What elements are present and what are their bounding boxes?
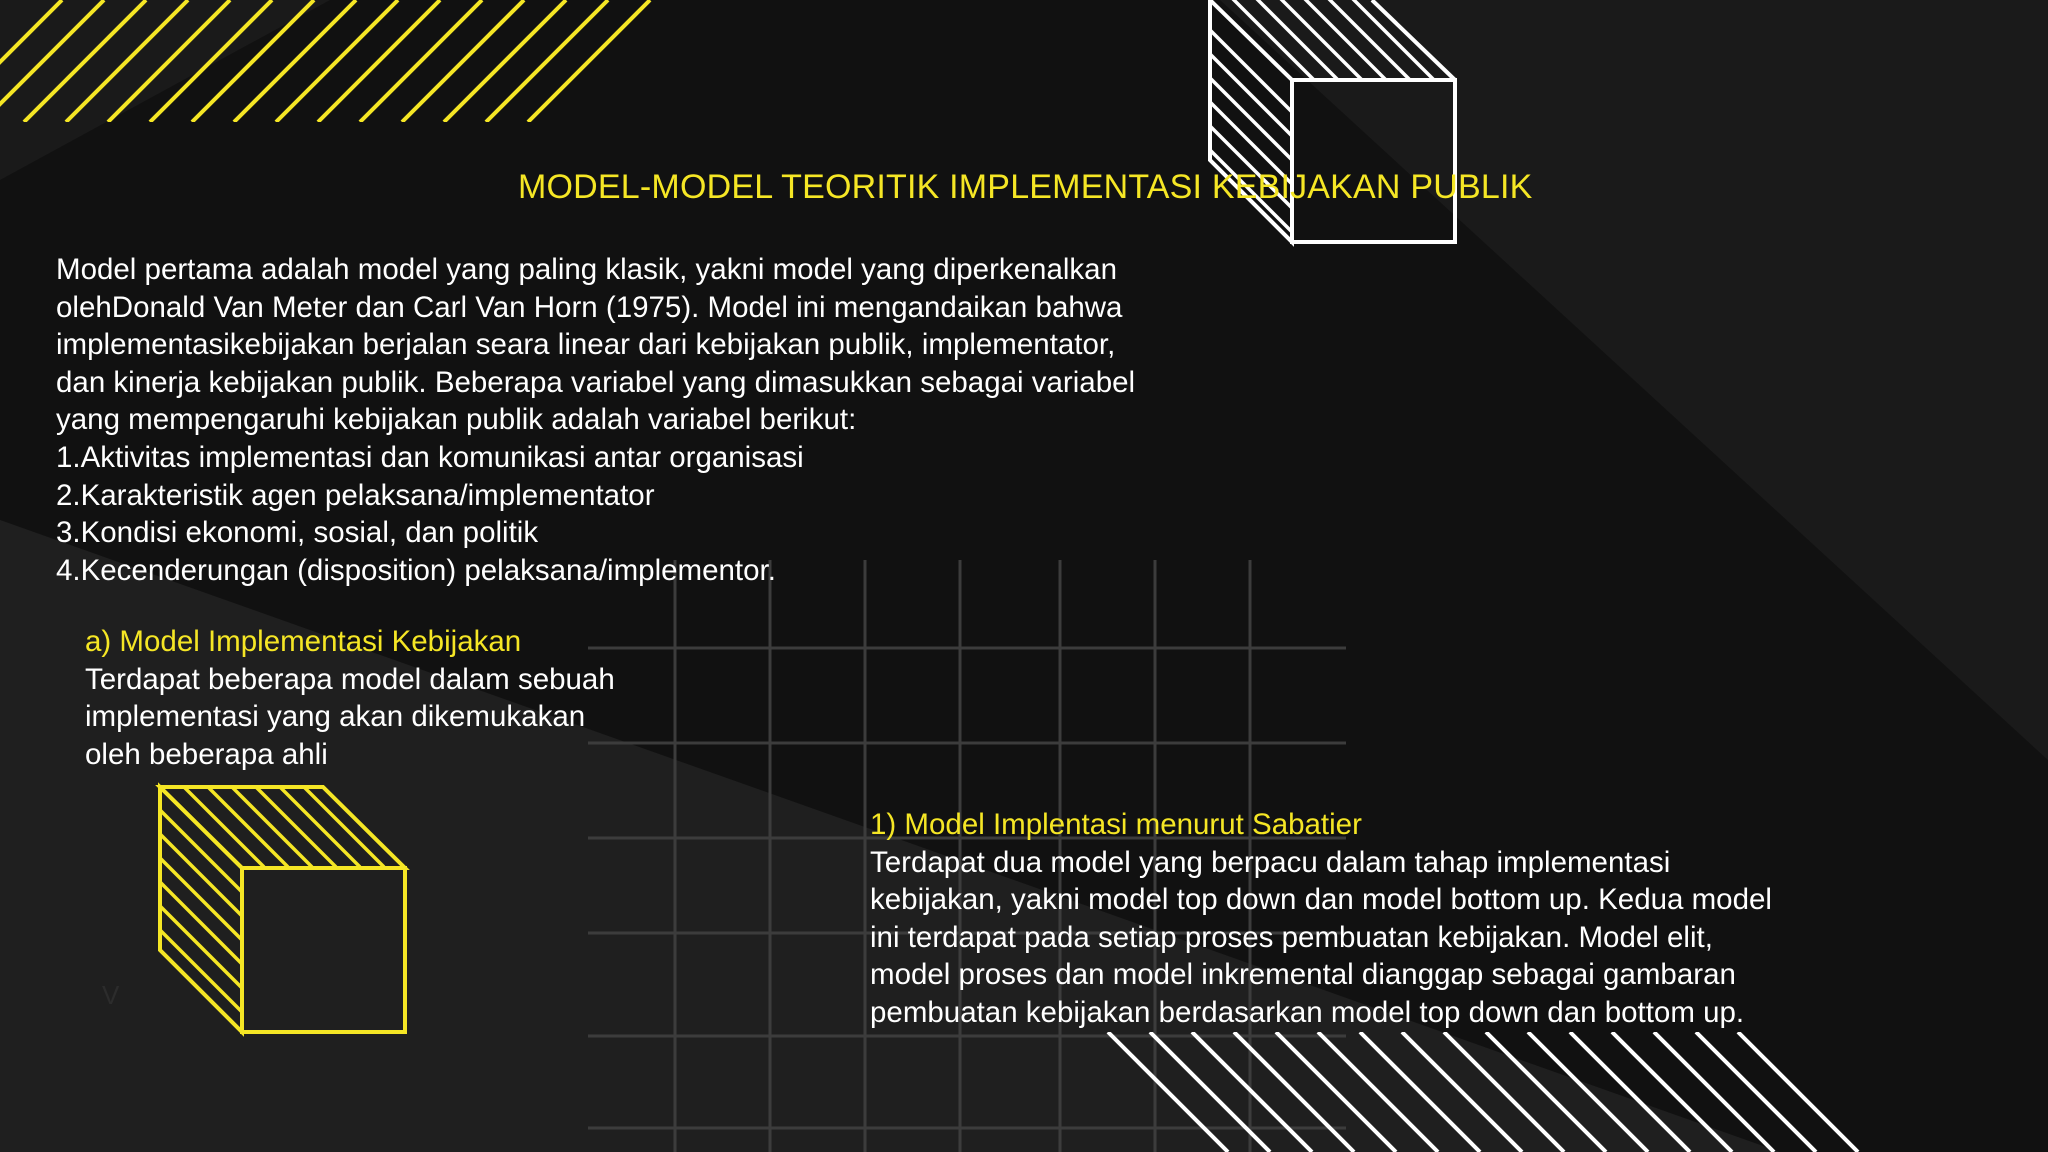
section-1-line: model proses dan model inkremental dianggap sebagai gambaran — [870, 958, 1736, 992]
slide-title: MODEL-MODEL TEORITIK IMPLEMENTASI KEBIJAKAN PUBLIK — [518, 168, 1533, 206]
section-a-heading: a) Model Implementasi Kebijakan — [85, 625, 522, 658]
section-a-line: implementasi yang akan dikemukakan — [85, 700, 586, 734]
section-a-line: Terdapat beberapa model dalam sebuah — [85, 662, 615, 696]
section-1-line: pembuatan kebijakan berdasarkan model top down dan bottom up. — [870, 995, 1745, 1029]
stray-mark: V — [102, 980, 120, 1010]
section-a — [85, 623, 785, 773]
intro-line: implementasikebijakan berjalan seara linear dari kebijakan publik, implementator, — [56, 328, 1116, 362]
section-1-heading: 1) Model Implentasi menurut Sabatier — [870, 808, 1362, 841]
section-1-line: Terdapat dua model yang berpacu dalam tahap implementasi — [870, 845, 1671, 879]
intro-line: yang mempengaruhi kebijakan publik adalah variabel berikut: — [56, 403, 857, 437]
section-1-line: ini terdapat pada setiap proses pembuatan kebijakan. Model elit, — [870, 920, 1713, 954]
intro-line: dan kinerja kebijakan publik. Beberapa variabel yang dimasukkan sebagai variabel — [56, 365, 1136, 399]
list-item: 3.Kondisi ekonomi, sosial, dan politik — [56, 516, 539, 550]
intro-line: Model pertama adalah model yang paling klasik, yakni model yang diperkenalkan — [56, 253, 1117, 286]
section-1 — [870, 806, 1970, 1032]
section-a-line: oleh beberapa ahli — [85, 737, 328, 771]
section-1-line: kebijakan, yakni model top down dan model bottom up. Kedua model — [870, 883, 1772, 917]
intro-line: olehDonald Van Meter dan Carl Van Horn (1975). Model ini mengandaikan bahwa — [56, 290, 1123, 324]
list-item: 4.Kecenderungan (disposition) pelaksana/implementor. — [56, 553, 776, 587]
list-item: 2.Karakteristik agen pelaksana/implementator — [56, 478, 655, 512]
list-item: 1.Aktivitas implementasi dan komunikasi antar organisasi — [56, 440, 804, 474]
intro-paragraph — [56, 251, 1256, 589]
